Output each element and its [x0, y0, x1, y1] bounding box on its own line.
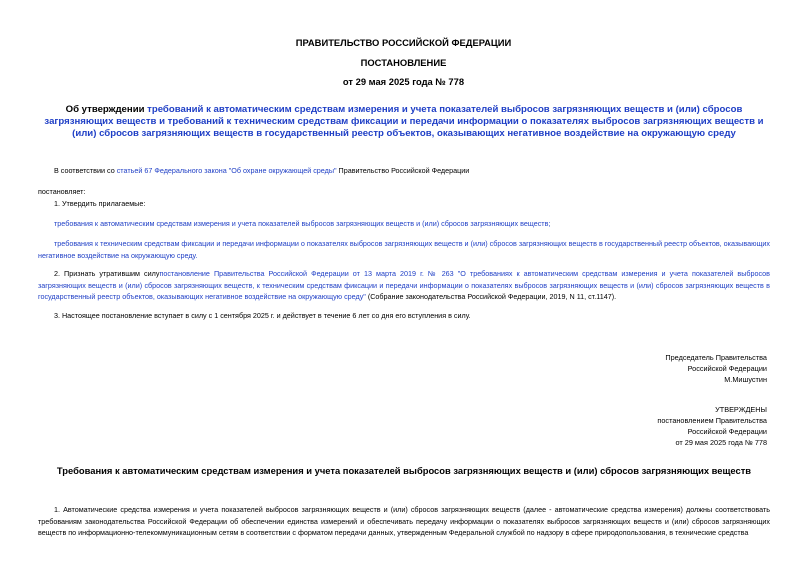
- item-1a-link[interactable]: требования к автоматическим средствам измерения и учета показателей выбросов загрязняющих веществ и (или) сбросов загрязняющих веществ;: [54, 219, 551, 228]
- resolves-text: постановляет:: [38, 187, 86, 196]
- signature-line-3: М.Мишустин: [724, 375, 767, 384]
- intro-suffix: Правительство Российской Федерации: [336, 166, 470, 175]
- item-2-prefix: 2. Признать утратившим силу: [54, 269, 160, 278]
- item-2-suffix: (Собрание законодательства Российской Федерации, 2019, N 11, ст.1147).: [365, 292, 617, 302]
- signature-line-2: Российской Федерации: [687, 364, 767, 373]
- approval-block: [657, 404, 767, 448]
- title-link[interactable]: требований к автоматическим средствам измерения и учета показателей выбросов загрязняющих веществ и (или) сбросов загрязняющих веществ и требований к техническим средствам фиксации и передачи информации о показателях выбросов загрязняющих веществ и (или) сбросов загрязняющих веществ в государственный реестр объектов, оказывающих негативное воздействие на окружающую среду: [44, 104, 764, 139]
- signature-line-1: Председатель Правительства: [665, 353, 767, 362]
- document-title: [38, 104, 770, 139]
- government-heading: ПРАВИТЕЛЬСТВО РОССИЙСКОЙ ФЕДЕРАЦИИ: [295, 37, 512, 48]
- item-1: 1. Утвердить прилагаемые:: [54, 199, 146, 208]
- approval-line-2: постановлением Правительства: [657, 416, 767, 425]
- doc-type-heading: ПОСТАНОВЛЕНИЕ: [360, 57, 447, 68]
- item-1b-link[interactable]: требования к техническим средствам фиксации и передачи информации о показателях выбросов загрязняющих веществ и (или) сбросов загрязняющих веществ в государственный реестр объектов, оказывающих негативное воздействие на окружающую среду.: [38, 239, 770, 260]
- requirements-item-1: 1. Автоматические средства измерения и учета показателей выбросов загрязняющих веществ и (или) сбросов загрязняющих веществ (далее - автоматические средства измерения) должны соответствовать требованиям законодательства Российской Федерации об обеспечении единства измерений и обеспечивать передачу информации о показателях выбросов загрязняющих веществ и (или) сбросов загрязняющих веществ по информационно-телекоммуникационным сетям в соответствии с форматом передачи данных, утвержденным Федеральной службой по надзору в сфере природопользования, в технические средства: [38, 505, 770, 538]
- title-prefix: Об утверждении: [65, 104, 148, 115]
- requirements-title: Требования к автоматическим средствам измерения и учета показателей выбросов загрязняющих веществ и (или) сбросов загрязняющих веществ: [56, 465, 752, 476]
- date-number: от 29 мая 2025 года № 778: [342, 76, 465, 87]
- approval-line-1: УТВЕРЖДЕНЫ: [715, 405, 767, 414]
- signature-block: [665, 352, 767, 385]
- item-2-paragraph: [38, 268, 770, 303]
- approval-line-4: от 29 мая 2025 года № 778: [675, 438, 767, 447]
- item-1b-paragraph: [38, 238, 770, 261]
- intro-paragraph: [38, 165, 770, 177]
- intro-prefix: В соответствии со: [54, 166, 117, 175]
- approval-line-3: Российской Федерации: [687, 427, 767, 436]
- item-3: 3. Настоящее постановление вступает в силу с 1 сентября 2025 г. и действует в течение 6 лет со дня его вступления в силу.: [54, 311, 471, 320]
- intro-law-link[interactable]: статьей 67 Федерального закона "Об охране окружающей среды": [116, 166, 337, 175]
- item-2-link[interactable]: постановление Правительства Российской Федерации от 13 марта 2019 г. № 263 "О требованиях к автоматическим средствам измерения и учета показателей выбросов загрязняющих веществ и (или) сбросов загрязняющих веществ, к техническим средствам фиксации и передачи информации о показателях выбросов загрязняющих веществ и (или) сбросов загрязняющих веществ в государственный реестр объектов, оказывающих негативное воздействие на окружающую среду": [38, 269, 770, 302]
